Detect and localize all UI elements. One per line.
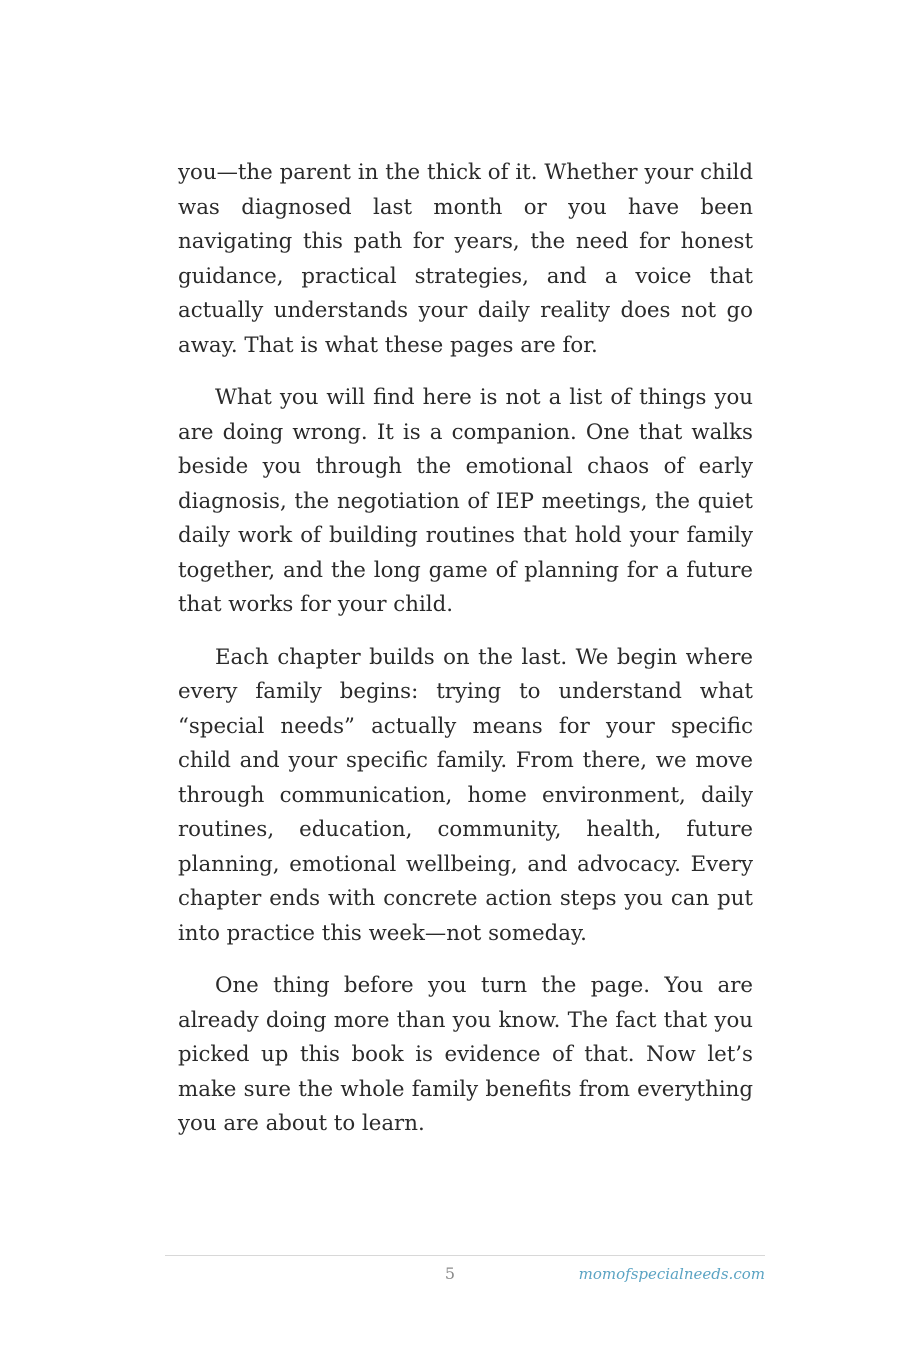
page-body (178, 156, 753, 1160)
website-link[interactable]: momofspecialneeds.com (578, 1265, 765, 1283)
body-paragraph: One thing before you turn the page. You are already doing more than you know. The fact that you picked up this book is evidence of that. Now let’s make sure the whole family benefits from everything you are about to learn. (178, 973, 753, 1136)
body-paragraph: Each chapter builds on the last. We begin where every family begins: trying to understand what “special needs” actually means for your specific child and your specific family. From there, we move through communication, home environment, daily routines, education, community, health, future planning, emotional wellbeing, and advocacy. Every chapter ends with concrete action steps you can put into practice this week—not someday. (178, 644, 753, 946)
page-number: 5 (444, 1264, 456, 1283)
body-paragraph-continued: you—the parent in the thick of it. Whether your child was diagnosed last month or you have been navigating this path for years, the need for honest guidance, practical strategies, and a voice that actually understands your daily reality does not go away. That is what these pages are for. (178, 160, 753, 358)
footer-divider (165, 1255, 765, 1256)
body-paragraph: What you will find here is not a list of things you are doing wrong. It is a companion. One that walks beside you through the emotional chaos of early diagnosis, the negotiation of IEP meetings, the quiet daily work of building routines that hold your family together, and the long game of planning for a future that works for your child. (178, 385, 753, 617)
